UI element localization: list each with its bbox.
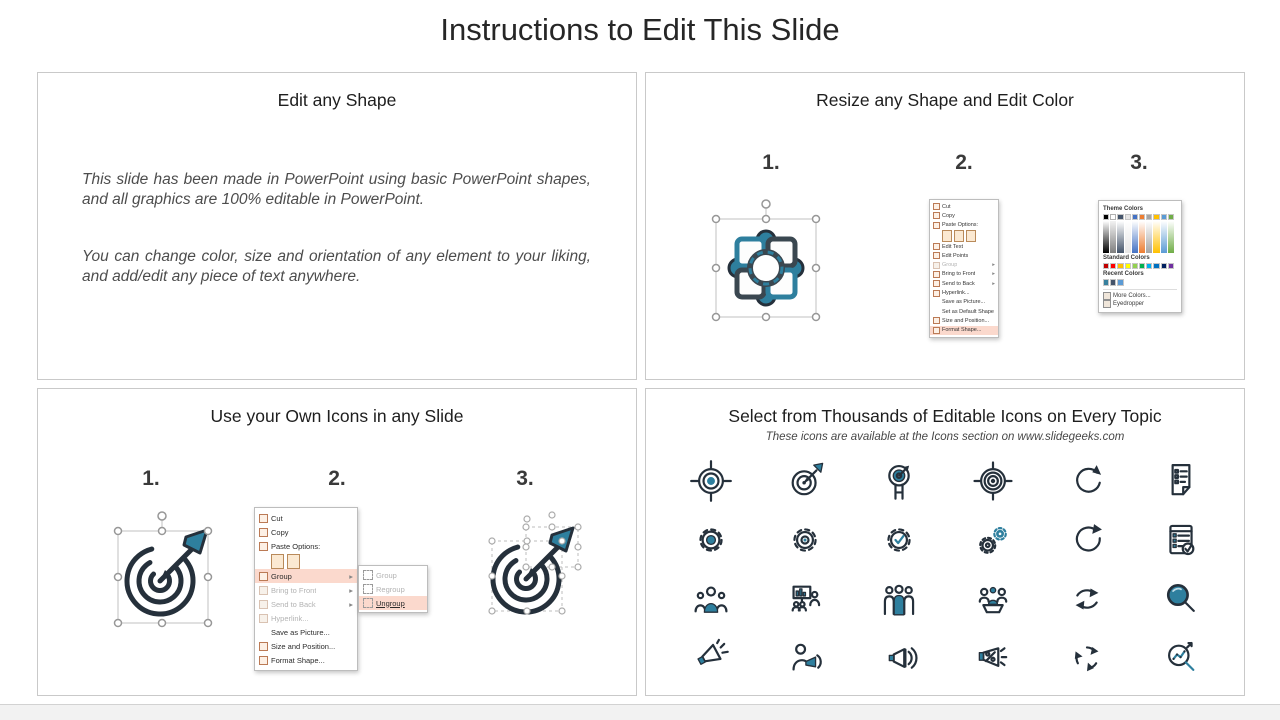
- color-swatch[interactable]: [1132, 214, 1138, 220]
- paste-keep-formatting-icon[interactable]: [942, 230, 952, 242]
- library-icon-double-gears[interactable]: [971, 518, 1015, 562]
- submenu-item-regroup[interactable]: Regroup: [359, 582, 427, 596]
- rotation-handle: [762, 200, 770, 208]
- color-variant-column[interactable]: [1153, 221, 1159, 253]
- icon-library-subheading: These icons are available at the Icons section on www.slidegeeks.com: [765, 431, 1125, 443]
- hyperlink-icon: [259, 614, 268, 623]
- submenu-arrow-icon: ▸: [349, 599, 353, 609]
- selected-shape-graphic[interactable]: [704, 195, 829, 330]
- paste-merge-icon[interactable]: [954, 230, 964, 242]
- group-submenu: [358, 565, 428, 613]
- send-to-back-icon: [259, 600, 268, 609]
- panel-edit-shape: [37, 72, 637, 380]
- rotation-handle: [158, 512, 166, 520]
- color-swatch[interactable]: [1110, 279, 1116, 285]
- library-icon-task-list-approved[interactable]: [1159, 518, 1203, 562]
- color-variant-column[interactable]: [1146, 221, 1152, 253]
- paste-options-row[interactable]: [930, 230, 998, 242]
- menu-item-paste-options[interactable]: Paste Options:: [930, 221, 998, 230]
- slide-bottom-margin: [0, 704, 1280, 720]
- palette-icon: [1103, 292, 1111, 300]
- theme-colors-label: Theme Colors: [1103, 206, 1144, 212]
- color-variant-column[interactable]: [1168, 221, 1174, 253]
- menu-item-paste-options[interactable]: Paste Options:: [255, 539, 357, 553]
- menu-item-bring-to-front[interactable]: Bring to Front ▸: [255, 583, 357, 597]
- library-icon-megaphone-discount[interactable]: [971, 636, 1015, 680]
- theme-color-variants: [1103, 221, 1177, 253]
- menu-item-save-as-picture[interactable]: Save as Picture...: [942, 299, 986, 306]
- library-icon-target-crosshair-blue[interactable]: [689, 459, 733, 503]
- color-swatch[interactable]: [1168, 263, 1174, 269]
- menu-item-bring-to-front[interactable]: Bring to Front ▸: [930, 270, 998, 279]
- edit-shape-paragraph-2: You can change color, size and orientation of any element to your liking, and add/edit any piece of text anywhere.: [82, 248, 591, 285]
- menu-item-send-to-back[interactable]: Send to Back ▸: [255, 597, 357, 611]
- step-number-1: 1.: [762, 151, 780, 174]
- submenu-arrow-icon: ▸: [992, 280, 995, 287]
- color-swatch[interactable]: [1146, 214, 1152, 220]
- hyperlink-icon: [933, 290, 940, 297]
- picker-divider: [1103, 289, 1177, 290]
- more-colors-item[interactable]: More Colors...: [1103, 292, 1177, 301]
- edit-points-icon: [933, 252, 940, 259]
- color-swatch[interactable]: [1110, 263, 1116, 269]
- color-swatch[interactable]: [1139, 214, 1145, 220]
- regroup-icon: [363, 584, 373, 594]
- panel-heading-resize-shape: Resize any Shape and Edit Color: [816, 90, 1074, 110]
- paste-icon: [933, 222, 940, 229]
- library-icon-gear-solid-center[interactable]: [689, 518, 733, 562]
- library-icon-checklist-document[interactable]: [1159, 459, 1203, 503]
- color-swatch[interactable]: [1103, 214, 1109, 220]
- paste-keep-formatting-icon[interactable]: [271, 554, 284, 569]
- library-icon-magnifying-glass[interactable]: [1159, 577, 1203, 621]
- color-swatch[interactable]: [1153, 263, 1159, 269]
- menu-item-hyperlink[interactable]: Hyperlink...: [930, 288, 998, 297]
- color-swatch[interactable]: [1117, 279, 1123, 285]
- menu-item-cut[interactable]: Cut: [255, 511, 357, 525]
- copy-icon: [933, 212, 940, 219]
- menu-item-group[interactable]: Group ▸: [930, 260, 998, 269]
- step-number-2: 2.: [955, 151, 973, 174]
- color-swatch[interactable]: [1103, 263, 1109, 269]
- library-icon-gear-dot-center[interactable]: [783, 518, 827, 562]
- menu-item-copy[interactable]: Copy: [930, 211, 998, 220]
- submenu-item-group[interactable]: Group: [359, 568, 427, 582]
- paste-picture-icon[interactable]: [966, 230, 976, 242]
- step-number-1: 1.: [142, 467, 160, 490]
- library-icon-megaphone-announcement[interactable]: [689, 636, 733, 680]
- color-swatch[interactable]: [1161, 263, 1167, 269]
- color-swatch[interactable]: [1132, 263, 1138, 269]
- eyedropper-icon: [1103, 300, 1111, 308]
- step-number-3: 3.: [1130, 151, 1148, 174]
- paste-options-row[interactable]: [255, 553, 357, 569]
- menu-item-save-as-picture[interactable]: Save as Picture...: [271, 627, 330, 637]
- menu-item-send-to-back[interactable]: Send to Back ▸: [930, 279, 998, 288]
- panel-resize-shape: [645, 72, 1245, 380]
- copy-icon: [259, 528, 268, 537]
- shape-context-menu: [929, 199, 999, 338]
- color-swatch[interactable]: [1168, 214, 1174, 220]
- standard-colors-label: Standard Colors: [1103, 255, 1150, 262]
- library-icon-team-leader[interactable]: [689, 577, 733, 621]
- library-icon-market-analysis-magnifier[interactable]: [1159, 636, 1203, 680]
- submenu-arrow-icon: ▸: [992, 271, 995, 278]
- menu-item-hyperlink[interactable]: Hyperlink...: [255, 611, 357, 625]
- menu-item-edit-points[interactable]: Edit Points: [930, 251, 998, 260]
- library-icon-person-with-megaphone[interactable]: [783, 636, 827, 680]
- color-variant-column[interactable]: [1103, 221, 1109, 253]
- panel-heading-edit-shape: Edit any Shape: [277, 90, 397, 110]
- bring-to-front-icon: [259, 586, 268, 595]
- color-swatch[interactable]: [1153, 214, 1159, 220]
- library-icon-rotate-arrow[interactable]: [1065, 518, 1109, 562]
- color-variant-column[interactable]: [1139, 221, 1145, 253]
- eyedropper-item[interactable]: Eyedropper: [1103, 300, 1177, 309]
- selected-target-icon[interactable]: [104, 503, 224, 638]
- menu-item-cut[interactable]: Cut: [930, 202, 998, 211]
- color-swatch[interactable]: [1110, 214, 1116, 220]
- paste-icon: [259, 542, 268, 551]
- menu-item-group[interactable]: Group ▸: [255, 569, 357, 583]
- group-icon: [933, 262, 940, 269]
- send-to-back-icon: [933, 280, 940, 287]
- menu-item-format-shape[interactable]: Format Shape...: [255, 653, 357, 667]
- color-variant-column[interactable]: [1110, 221, 1116, 253]
- color-swatch[interactable]: [1125, 263, 1131, 269]
- library-icon-target-board-stand[interactable]: [877, 459, 921, 503]
- cut-icon: [259, 514, 268, 523]
- color-swatch[interactable]: [1103, 279, 1109, 285]
- recent-colors-row: [1103, 279, 1177, 285]
- library-icon-group-discussion[interactable]: [971, 577, 1015, 621]
- menu-item-size-position[interactable]: Size and Position...: [930, 316, 998, 325]
- menu-item-set-default-shape[interactable]: Set as Default Shape: [942, 308, 994, 315]
- format-shape-icon: [933, 327, 940, 334]
- group-objects-icon: [363, 570, 373, 580]
- color-swatch[interactable]: [1161, 214, 1167, 220]
- color-variant-column[interactable]: [1117, 221, 1123, 253]
- size-position-icon: [933, 317, 940, 324]
- theme-colors-row: [1103, 214, 1177, 220]
- cut-icon: [933, 203, 940, 210]
- library-icon-dartboard-arrow[interactable]: [783, 459, 827, 503]
- step-number-3: 3.: [516, 467, 534, 490]
- panel-own-icons: [37, 388, 637, 696]
- color-variant-column[interactable]: [1125, 221, 1131, 253]
- ungrouped-target-icon[interactable]: [470, 501, 590, 636]
- submenu-item-ungroup[interactable]: Ungroup: [359, 596, 427, 610]
- color-picker: [1098, 200, 1182, 313]
- library-icon-target-crosshair-dark[interactable]: [971, 459, 1015, 503]
- color-swatch[interactable]: [1117, 263, 1123, 269]
- menu-item-copy[interactable]: Copy: [255, 525, 357, 539]
- recent-colors-label: Recent Colors: [1103, 271, 1144, 278]
- library-icon-sync-two-arrows[interactable]: [1065, 577, 1109, 621]
- library-icon-gear-checkmark[interactable]: [877, 518, 921, 562]
- submenu-arrow-icon: ▸: [992, 262, 995, 269]
- menu-item-edit-text[interactable]: Edit Text: [930, 242, 998, 251]
- menu-item-format-shape[interactable]: Format Shape...: [930, 326, 998, 335]
- submenu-arrow-icon: ▸: [349, 571, 353, 581]
- step-number-2: 2.: [328, 467, 346, 490]
- color-variant-column[interactable]: [1132, 221, 1138, 253]
- panel-heading-icon-library: Select from Thousands of Editable Icons on Every Topic: [728, 406, 1162, 426]
- group-icon: [259, 572, 268, 581]
- color-variant-column[interactable]: [1161, 221, 1167, 253]
- ungroup-icon: [363, 598, 373, 608]
- color-swatch[interactable]: [1125, 214, 1131, 220]
- edit-shape-paragraph-1: This slide has been made in PowerPoint using basic PowerPoint shapes, and all graphics are 100% editable in PowerPoint.: [82, 171, 591, 208]
- library-icon-megaphone-sound-waves[interactable]: [877, 636, 921, 680]
- icon-grid: [664, 451, 1228, 687]
- color-swatch[interactable]: [1139, 263, 1145, 269]
- library-icon-standing-team[interactable]: [877, 577, 921, 621]
- library-icon-business-presentation[interactable]: [783, 577, 827, 621]
- icon-context-menu: [254, 507, 405, 671]
- library-icon-refresh-arrow[interactable]: [1065, 459, 1109, 503]
- menu-item-size-position[interactable]: Size and Position...: [255, 639, 357, 653]
- panel-icon-library: [645, 388, 1245, 696]
- submenu-arrow-icon: ▸: [349, 585, 353, 595]
- bring-to-front-icon: [933, 271, 940, 278]
- paste-picture-icon[interactable]: [287, 554, 300, 569]
- library-icon-sync-three-arrows[interactable]: [1065, 636, 1109, 680]
- color-swatch[interactable]: [1146, 263, 1152, 269]
- color-swatch[interactable]: [1117, 214, 1123, 220]
- format-shape-icon: [259, 656, 268, 665]
- slide-title: Instructions to Edit This Slide: [440, 12, 840, 47]
- standard-colors-row: [1103, 263, 1177, 269]
- panel-heading-own-icons: Use your Own Icons in any Slide: [210, 406, 464, 426]
- edit-text-icon: [933, 243, 940, 250]
- size-position-icon: [259, 642, 268, 651]
